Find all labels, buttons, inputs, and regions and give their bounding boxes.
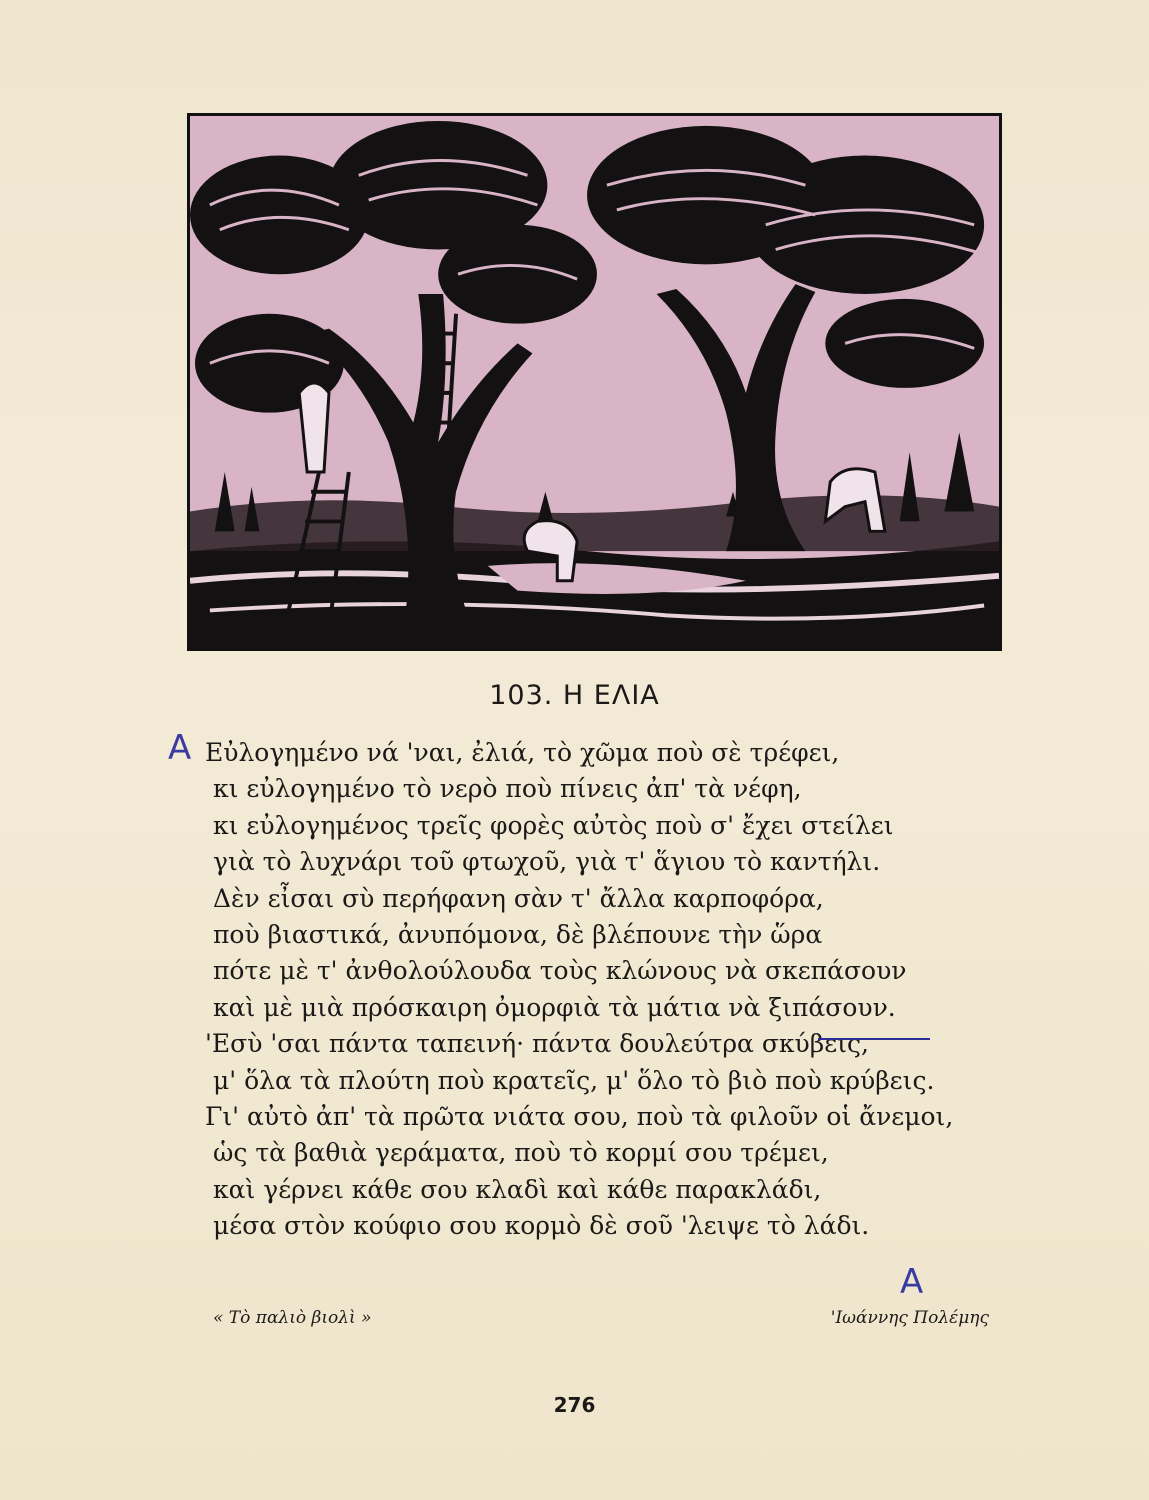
poem-line: καὶ μὲ μιὰ πρόσκαιρη ὀμορφιὰ τὰ μάτια νὰ ξιπάσουν.: [213, 992, 896, 1022]
olive-trees-woodcut-illustration: [187, 113, 1002, 651]
poem-line: γιὰ τὸ λυχνάρι τοῦ φτωχοῦ, γιὰ τ' ἅγιου τὸ καντήλι.: [213, 847, 881, 877]
handwritten-mark-left: A: [168, 728, 192, 768]
pencil-underline: [818, 1038, 930, 1040]
poem-line: μ' ὅλα τὰ πλούτη ποὺ κρατεῖς, μ' ὅλο τὸ βιὸ ποὺ κρύβεις.: [213, 1065, 935, 1095]
poem-line: 'Εσὺ 'σαι πάντα ταπεινή· πάντα δουλεύτρα σκύβεις,: [205, 1029, 869, 1059]
poem-line: μέσα στὸν κούφιο σου κορμὸ δὲ σοῦ 'λειψε τὸ λάδι.: [213, 1211, 870, 1241]
poem-line: Δὲν εἶσαι σὺ περήφανη σὰν τ' ἄλλα καρποφόρα,: [213, 883, 824, 913]
source-citation: « Τὸ παλιὸ βιολὶ »: [213, 1308, 372, 1328]
poem-line: Γι' αὐτὸ ἀπ' τὰ πρῶτα νιάτα σου, ποὺ τὰ φιλοῦν οἱ ἄνεμοι,: [205, 1102, 954, 1132]
poem-line: Εὐλογημένο νά 'ναι, ἐλιά, τὸ χῶμα ποὺ σὲ τρέφει,: [205, 738, 840, 767]
poem-title: 103. Η ΕΛΙΑ: [489, 680, 660, 711]
poem-line: κι εὐλογημένο τὸ νερὸ ποὺ πίνεις ἀπ' τὰ νέφη,: [213, 774, 802, 804]
woodcut-drawing: [190, 116, 999, 648]
poem-line: ποὺ βιαστικά, ἀνυπόμονα, δὲ βλέπουνε τὴν ὥρα: [213, 920, 823, 950]
page-number: 276: [553, 1393, 596, 1417]
poem-line: ὡς τὰ βαθιὰ γεράματα, ποὺ τὸ κορμί σου τρέμει,: [213, 1138, 829, 1168]
poem-line: καὶ γέρνει κάθε σου κλαδὶ καὶ κάθε παρακλάδι,: [213, 1174, 822, 1204]
poem-body: [205, 735, 1025, 1245]
poem-line: πότε μὲ τ' ἀνθολούλουδα τοὺς κλώνους νὰ σκεπάσουν: [213, 956, 907, 986]
author-name: 'Ιωάννης Πολέμης: [830, 1308, 989, 1328]
poem-line: κι εὐλογημένος τρεῖς φορὲς αὐτὸς ποὺ σ' ἔχει στείλει: [213, 810, 894, 840]
handwritten-mark-right: A: [900, 1262, 924, 1302]
